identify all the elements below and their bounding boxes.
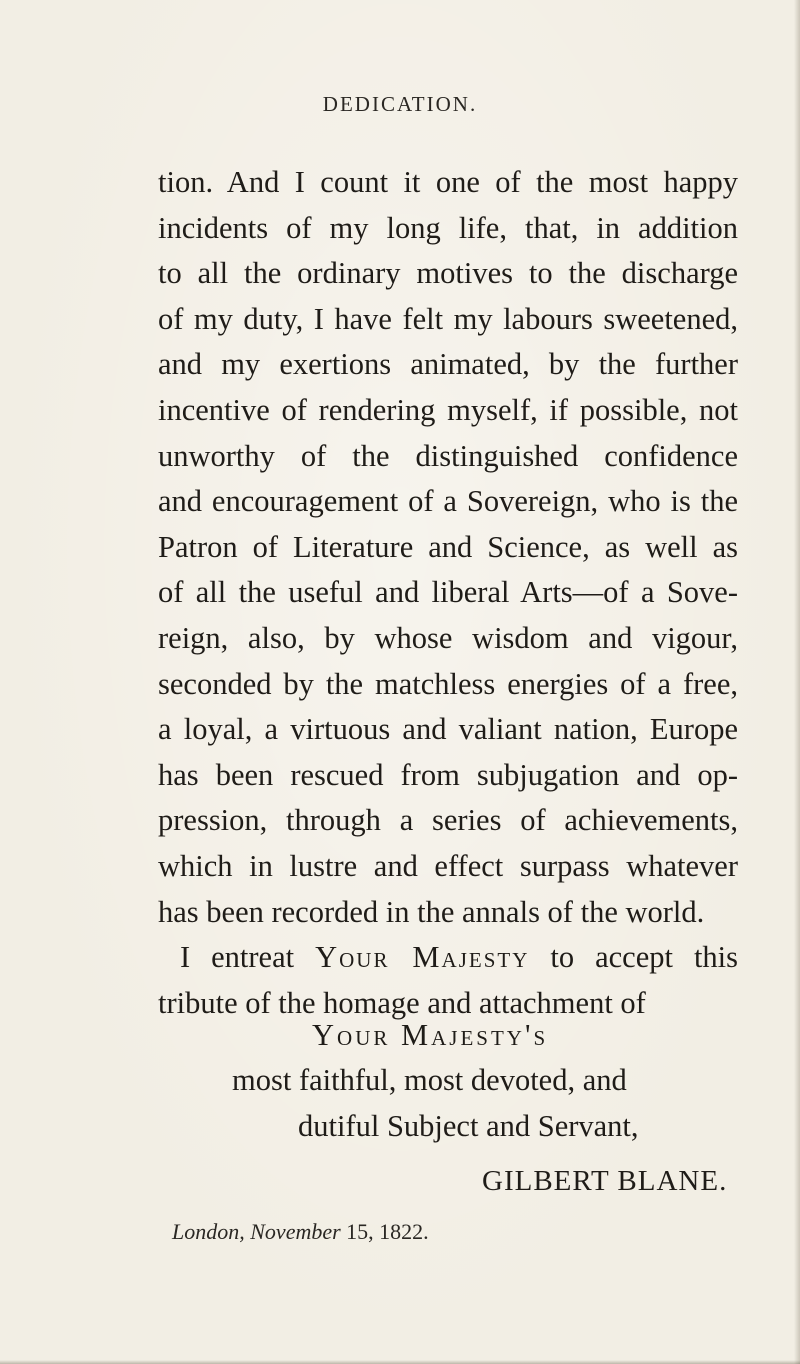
entreat-text: I entreat (180, 940, 316, 975)
text-line: unworthy of the distinguished confidence (158, 438, 738, 473)
text-line: incidents of my long life, that, in addition (158, 210, 738, 245)
text-line: to all the ordinary motives to the discharge (158, 256, 738, 291)
dateline-month: November (250, 1219, 341, 1244)
text-line: Patron of Literature and Science, as well as (158, 529, 738, 564)
text-line: tribute of the homage and attachment of (158, 985, 646, 1020)
paragraph-1 (158, 160, 738, 935)
text-line: has been recorded in the annals of the world. (158, 894, 705, 929)
your-majesty-smallcaps: Your Majesty (315, 940, 530, 975)
text-line: has been rescued from subjugation and op- (158, 757, 738, 792)
dateline-date: 15, 1822. (346, 1219, 429, 1244)
page-edge-shadow (794, 0, 800, 1364)
text-line: of my duty, I have felt my labours sweetened, (158, 301, 738, 336)
dedication-body (158, 160, 738, 1026)
text-line-entreat (158, 935, 738, 981)
text-line: and encouragement of a Sovereign, who is the (158, 484, 738, 519)
text-line: reign, also, by whose wisdom and vigour, (158, 620, 738, 655)
page-bottom-edge (0, 1360, 800, 1364)
closing-line-2: dutiful Subject and Servant, (298, 1109, 639, 1143)
signature: GILBERT BLANE. (482, 1165, 728, 1197)
paragraph-2 (158, 935, 738, 1026)
text-line: pression, through a series of achievements, (158, 803, 738, 838)
closing-line-1: most faithful, most devoted, and (232, 1063, 627, 1097)
text-line: incentive of rendering myself, if possible, not (158, 392, 738, 427)
entreat-text-end: to accept this (529, 940, 739, 975)
dateline-place: London, (172, 1219, 245, 1244)
dateline (172, 1219, 429, 1245)
closing-salutation: Your Majesty's (312, 1018, 549, 1052)
text-line: which in lustre and effect surpass whatever (158, 848, 738, 883)
running-head: DEDICATION. (322, 92, 478, 116)
text-line: tion. And I count it one of the most happy (158, 165, 738, 199)
text-line: and my exertions animated, by the further (158, 347, 738, 382)
text-line: of all the useful and liberal Arts—of a Sove- (158, 575, 738, 610)
text-line: a loyal, a virtuous and valiant nation, Europe (158, 712, 738, 747)
text-line: seconded by the matchless energies of a free, (158, 666, 738, 701)
